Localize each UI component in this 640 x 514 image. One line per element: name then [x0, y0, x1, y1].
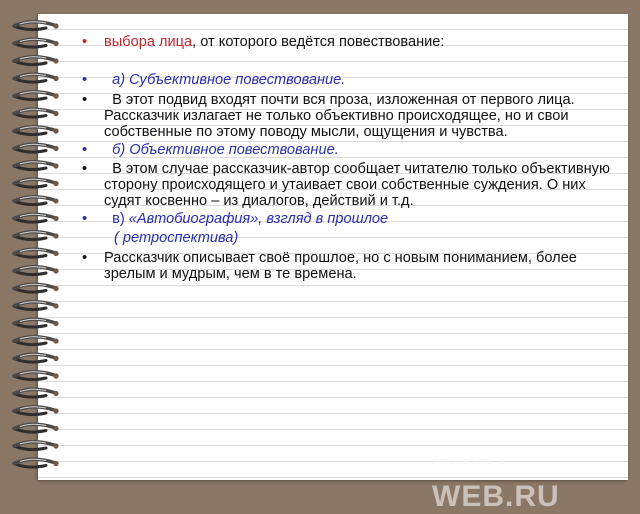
bullet-list	[78, 34, 618, 286]
ring-icon	[14, 162, 59, 170]
ring-icon	[14, 22, 59, 30]
ring-icon	[14, 92, 59, 100]
list-item	[78, 230, 618, 246]
ring-icon	[14, 57, 59, 65]
ring-icon	[14, 249, 59, 257]
item-text: , от которого ведётся повествование:	[192, 34, 445, 50]
bullet-icon: •	[82, 34, 88, 50]
ring-icon	[14, 354, 59, 362]
subheading-autobiography: «Автобиография», взгляд в прошлое	[128, 211, 389, 227]
ring-icon	[14, 442, 59, 450]
spiral-binding	[6, 18, 72, 480]
ring-icon	[14, 197, 59, 205]
subheading-subjective: а) Субъективное повествование.	[104, 72, 346, 88]
ring-icon	[14, 337, 59, 345]
list-item	[78, 92, 618, 140]
subheading-prefix: в)	[104, 211, 129, 227]
item-text: В этот подвид входят почти вся проза, изложенная от первого лица. Рассказчик излагает не только объективно происходящее, но и свои собственные по этому поводу мысли, ощущения и чувства.	[104, 92, 579, 140]
ring-icon	[14, 109, 59, 117]
item-text: В этом случае рассказчик-автор сообщает читателю только объективную сторону происходящего и утаивает свои собственные суждения. О них судят косвенно – из диалогов, действий и т.д.	[104, 161, 614, 209]
ring-icon	[14, 144, 59, 152]
bullet-icon: •	[82, 142, 88, 158]
bullet-icon: •	[82, 250, 88, 266]
subheading-objective: б) Объективное повествование.	[104, 142, 339, 158]
ring-icon	[14, 372, 59, 380]
ring-icon	[14, 407, 59, 415]
ring-icon	[14, 214, 59, 222]
subheading-retrospective: ( ретроспектива)	[114, 230, 239, 246]
ring-icon	[14, 74, 59, 82]
ring-icon	[14, 389, 59, 397]
ring-icon	[14, 302, 59, 310]
list-item	[78, 72, 618, 88]
ring-icon	[14, 39, 59, 47]
bullet-icon: •	[82, 211, 88, 227]
ring-icon	[14, 319, 59, 327]
bullet-icon: •	[82, 72, 88, 88]
watermark-text: FPPT WEB.RU	[432, 446, 560, 513]
list-item	[78, 34, 618, 50]
item-text: Рассказчик описывает своё прошлое, но с новым пониманием, более зрелым и мудрым, чем в те времена.	[104, 250, 577, 282]
list-item	[78, 161, 618, 209]
ring-icon	[14, 424, 59, 432]
ring-icon	[14, 284, 59, 292]
ring-icon	[14, 127, 59, 135]
list-item	[78, 142, 618, 158]
ring-icon	[14, 459, 59, 467]
bullet-icon: •	[82, 161, 88, 177]
bullet-icon: •	[82, 92, 88, 108]
highlighted-term: выбора лица	[104, 34, 193, 50]
list-item	[78, 250, 618, 282]
list-item	[78, 211, 618, 227]
ring-icon	[14, 232, 59, 240]
ring-icon	[14, 267, 59, 275]
ring-icon	[14, 179, 59, 187]
